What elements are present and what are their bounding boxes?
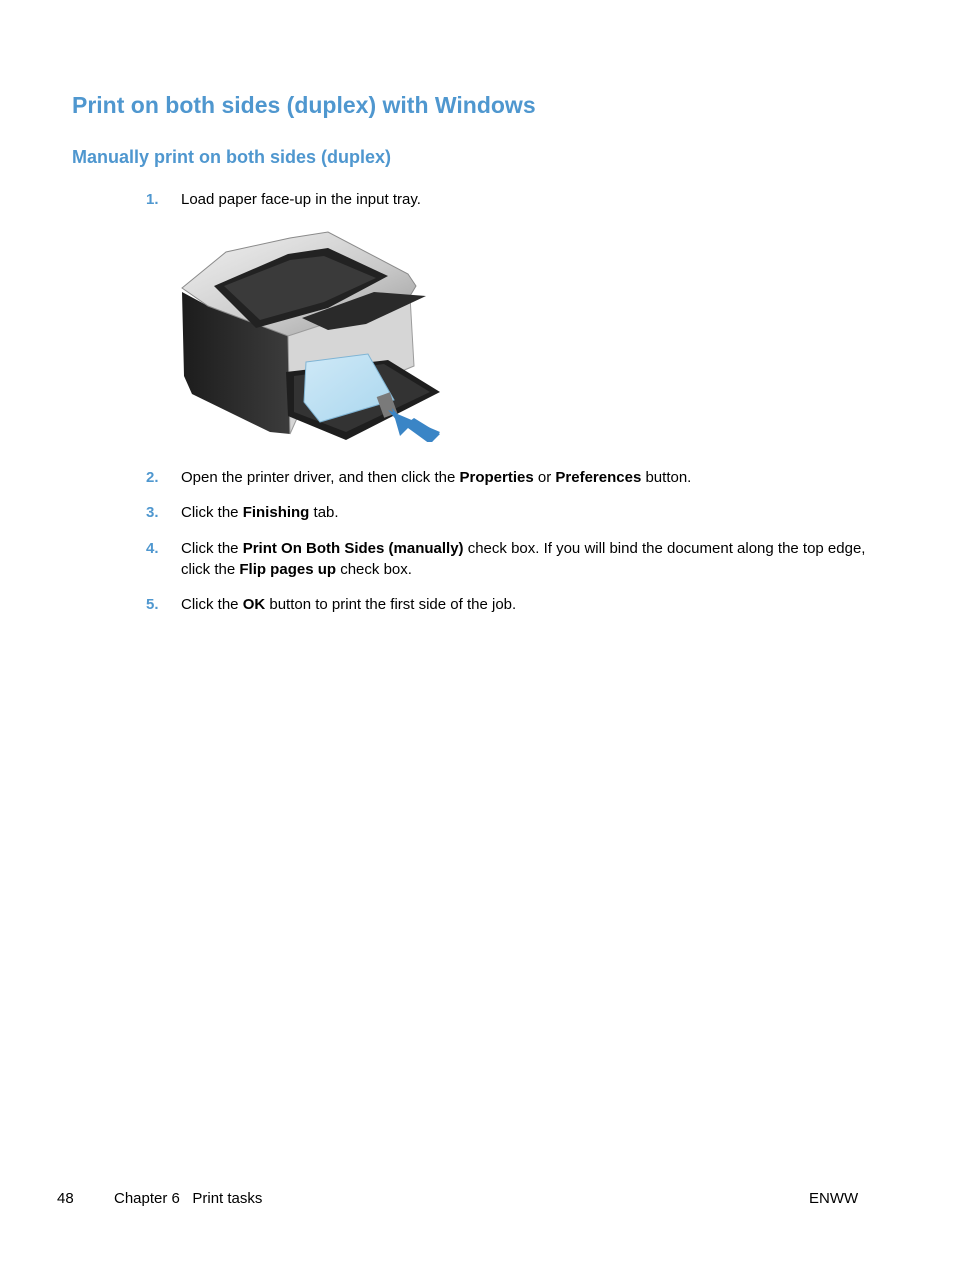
ok-term: OK	[242, 596, 266, 613]
properties-term: Properties	[459, 469, 534, 486]
step-number: 4.	[146, 540, 159, 557]
step-text: Click the OK button to print the first side of the job.	[181, 596, 517, 613]
step-number: 2.	[146, 469, 159, 486]
step-number: 5.	[146, 596, 159, 613]
footer-chapter: Chapter 6 Print tasks	[114, 1190, 263, 1207]
step-text: Open the printer driver, and then click the Properties or Preferences button.	[181, 469, 692, 486]
flip-pages-up-term: Flip pages up	[239, 561, 337, 578]
page-number: 48	[57, 1190, 74, 1207]
preferences-term: Preferences	[555, 469, 642, 486]
section-heading: Manually print on both sides (duplex)	[72, 147, 392, 167]
step-text: Load paper face-up in the input tray.	[181, 191, 421, 208]
step-text: Click the Print On Both Sides (manually) check box. If you will bind the document along the top edge, click the Flip pages up check box.	[181, 540, 866, 578]
page-heading: Print on both sides (duplex) with Windows	[72, 92, 536, 118]
printer-illustration-icon	[178, 226, 444, 442]
print-both-sides-term: Print On Both Sides (manually)	[242, 540, 464, 557]
footer-enww: ENWW	[809, 1190, 859, 1207]
step-number: 1.	[146, 191, 159, 208]
step-number: 3.	[146, 504, 159, 521]
step-text: Click the Finishing tab.	[181, 504, 339, 521]
finishing-term: Finishing	[242, 504, 310, 521]
